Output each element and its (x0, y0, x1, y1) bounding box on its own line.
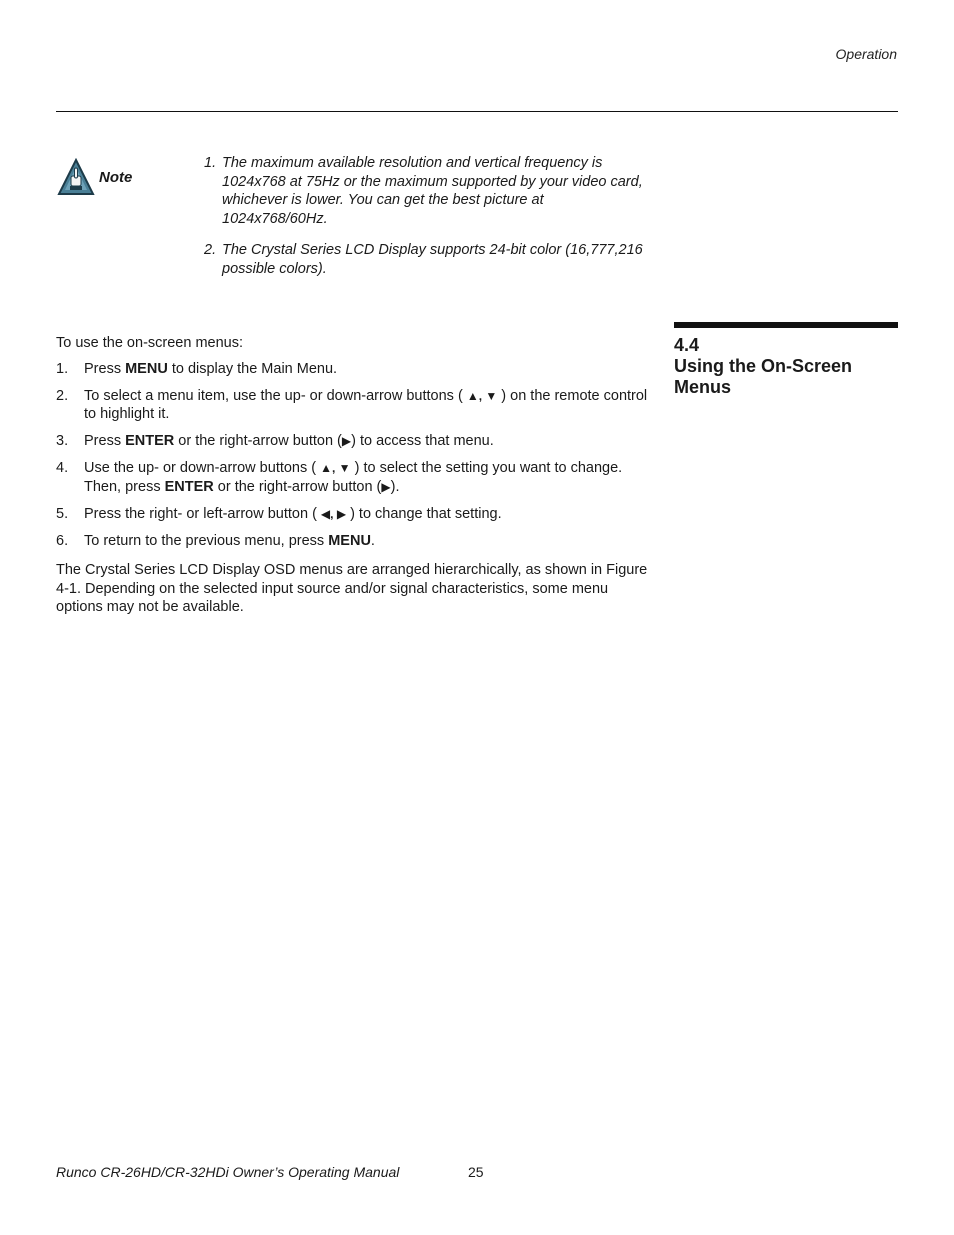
step-number: 6. (56, 532, 69, 549)
list-item (56, 432, 656, 450)
left-right-arrow-icon: ◀, ▶ (320, 506, 347, 521)
running-header: Operation (835, 46, 897, 62)
step-text: Use the up- or down-arrow buttons ( ▲, ▼ ) to select the setting you want to change. Then, press ENTER or the right-arrow button (▶). (84, 460, 623, 495)
step-text: Press the right- or left-arrow button ( ◀, ▶ ) to change that setting. (84, 505, 502, 522)
section-number: 4.4 (674, 335, 700, 355)
up-down-arrow-icon: ▲, ▼ (320, 461, 351, 476)
intro-text: To use the on-screen menus: (56, 335, 243, 351)
step-number: 5. (56, 505, 69, 522)
step-number: 4. (56, 460, 69, 477)
note-item (204, 154, 644, 228)
page-number: 25 (468, 1164, 484, 1180)
right-arrow-icon: ▶ (341, 434, 352, 449)
steps-list (56, 360, 656, 559)
header-divider (56, 111, 898, 112)
note-icon (57, 158, 95, 196)
note-item-number: 2. (204, 242, 217, 259)
note-item-number: 1. (204, 155, 217, 171)
list-item (56, 532, 656, 550)
body-paragraph: The Crystal Series LCD Display OSD menus are arranged hierarchically, as shown in Figure 4-1. Depending on the selected input source and/or signal characteristics, some menu options may not be available. (56, 562, 648, 616)
step-number: 2. (56, 388, 69, 404)
right-arrow-icon: ▶ (381, 479, 391, 494)
list-item (56, 387, 656, 424)
note-item-text: The Crystal Series LCD Display supports 24-bit color (16,777,216 possible colors). (222, 242, 643, 277)
section-heading-bar (674, 322, 898, 328)
footer-manual-title: Runco CR-26HD/CR-32HDi Owner’s Operating Manual (56, 1164, 400, 1180)
note-item-text: The maximum available resolution and vertical frequency is 1024x768 at 75Hz or the maximum supported by your video card, whichever is lower. You can get the best picture at 1024x768/60Hz. (222, 155, 643, 227)
note-label: Note (99, 169, 133, 186)
step-text: Press MENU to display the Main Menu. (84, 361, 338, 377)
list-item (56, 505, 656, 523)
note-list (204, 154, 644, 292)
step-text: To return to the previous menu, press MENU. (84, 532, 375, 549)
note-item (204, 241, 644, 278)
step-text: To select a menu item, use the up- or down-arrow buttons ( ▲, ▼ ) on the remote control to highlight it. (84, 388, 648, 423)
section-title: Using the On-Screen Menus (674, 356, 853, 397)
list-item (56, 360, 656, 378)
step-text: Press ENTER or the right-arrow button (▶) to access that menu. (84, 433, 494, 450)
list-item (56, 459, 656, 496)
up-down-arrow-icon: ▲, ▼ (466, 389, 498, 403)
step-number: 3. (56, 433, 69, 450)
step-number: 1. (56, 361, 69, 377)
